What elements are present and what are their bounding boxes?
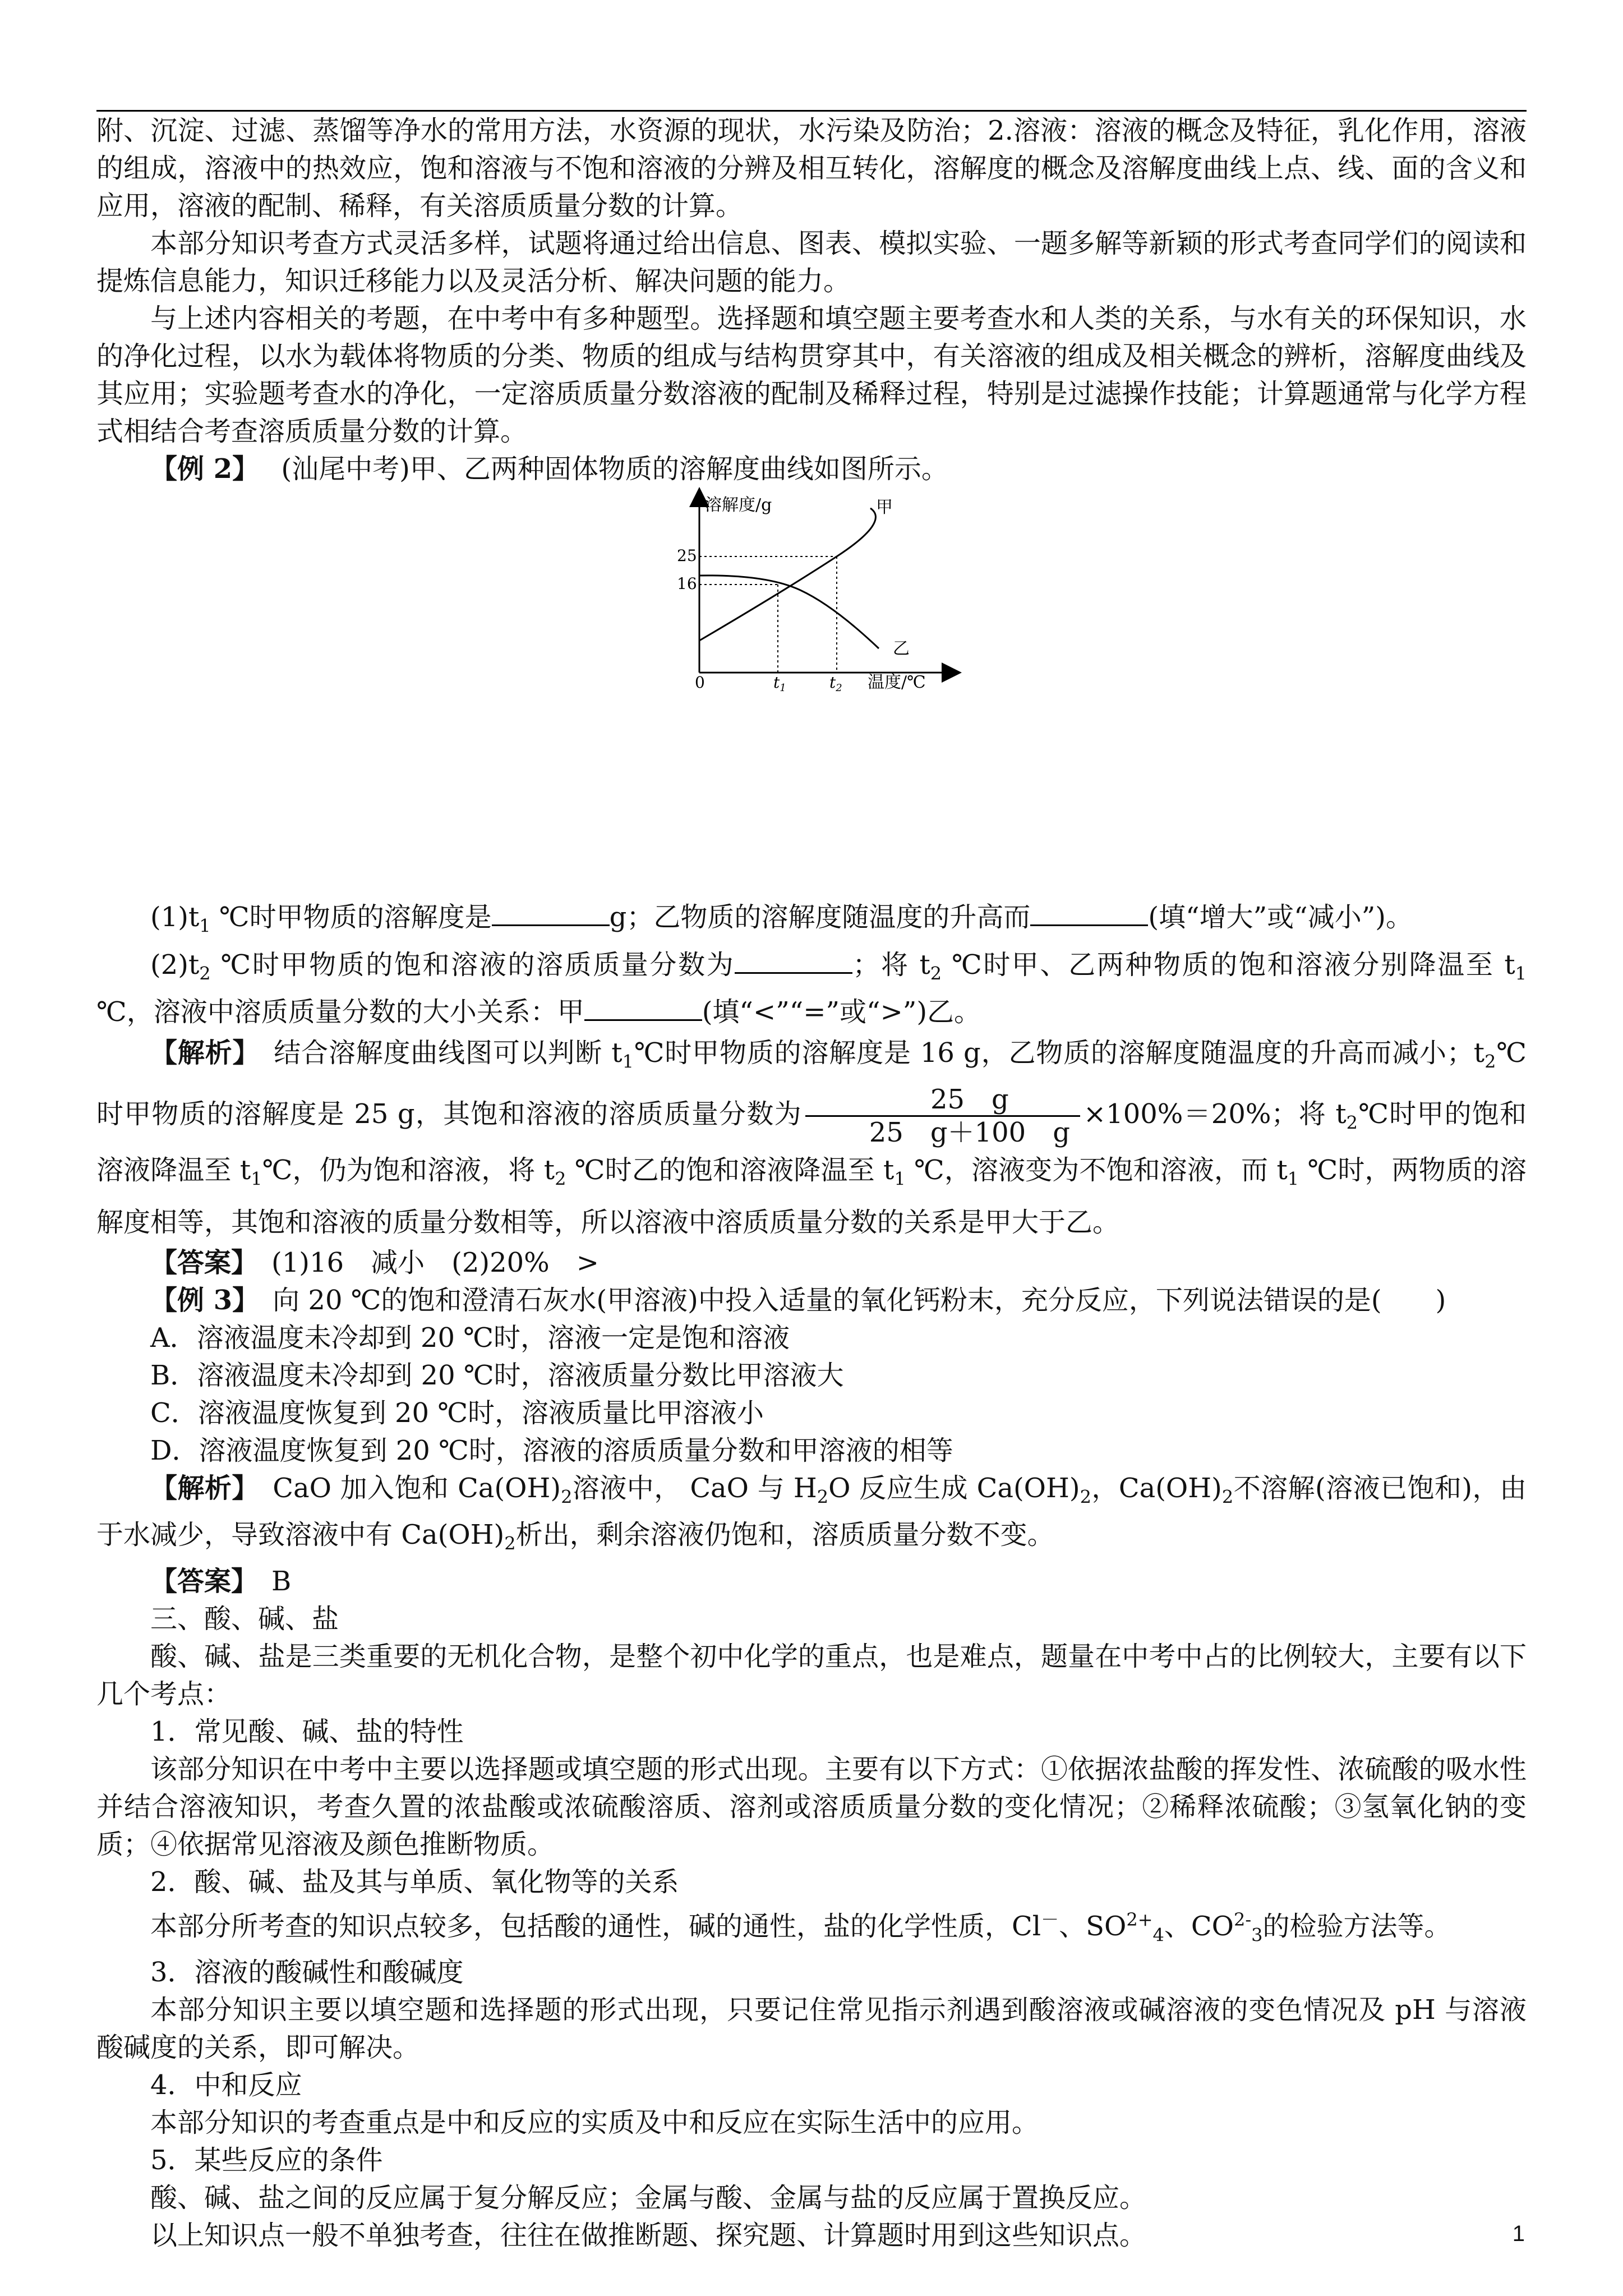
y-tick-label: 25 — [677, 546, 697, 565]
series-yi-curve — [699, 576, 879, 648]
example3-analysis: 【解析】 CaO 加入饱和 $Ca(OH)_2$溶液中， CaO 与 $H_2O$ 反应生成 $Ca(OH)_2$，$Ca(OH)_2$不溶解(溶液已饱和)，由于水减少，导致溶液中有 $Ca(OH)_2$析出，剩余溶液仍饱和，溶质质量分数不变。 — [96, 1473, 1527, 1554]
closing-note: 以上知识点一般不单独考查，往往在做推断题、探究题、计算题时用到这些知识点。 — [150, 2220, 1147, 2252]
topic-1-heading: 1．常见酸、碱、盐的特性 — [150, 1715, 464, 1747]
intro-paragraph-3: 与上述内容相关的考题，在中考中有多种题型。选择题和填空题主要考查水和人类的关系，与水有关的环保知识，水的净化过程，以水为载体将物质的分类、物质的组成与结构贯穿其中，有关溶液的组成及相关概念的辨析，溶解度曲线及其应用；实验题考查水的净化，一定溶质质量分数溶液的配制及稀释过程，特别是过滤操作技能；计算题通常与化学方程式相结合考查溶质质量分数的计算。 — [96, 303, 1527, 447]
topic-4-heading: 4．中和反应 — [150, 2069, 302, 2101]
example3-answer: 【答案】 B — [150, 1565, 292, 1597]
series-yi-label: 乙 — [893, 639, 910, 659]
y-axis-label: 溶解度/g — [705, 495, 772, 515]
topic-1-text: 该部分知识在中考中主要以选择题或填空题的形式出现。主要有以下方式：①依据浓盐酸的挥发性、浓硫酸的吸水性并结合溶液知识，考查久置的浓盐酸或浓硫酸溶质、溶剂或溶质质量分数的变化情况；②稀释浓硫酸；③氢氧化钠的变质；④依据常见溶液及颜色推断物质。 — [96, 1753, 1527, 1860]
option-d: D．溶液温度恢复到 20 ℃时，溶液的溶质质量分数和甲溶液的相等 — [150, 1435, 953, 1467]
section3-heading: 三、酸、碱、盐 — [150, 1603, 339, 1635]
example2-analysis: 【解析】 结合溶解度曲线图可以判断 $t_1℃$时甲物质的溶解度是 16 g，乙物质的溶解度随温度的升高而减小；$t_2℃$时甲物质的溶解度是 25 g，其饱和溶液的溶质质量分数为 $\frac{25 g}{25 g+100 g}$ ×100%＝20%；将 $t_2℃$时甲的饱和溶液降温至 $t_1℃$，仍为饱和溶液，将 $t_2$ ℃时乙的饱和溶液降温至 $t_1$ ℃，溶液变为不饱和溶液，而 $t_1$ ℃时，两物质的溶解度相等，其饱和溶液的质量分数相等，所以溶液中溶质质量分数的关系是甲大于乙。 — [96, 1037, 1527, 1239]
option-c: C．溶液温度恢复到 20 ℃时，溶液质量比甲溶液小 — [150, 1397, 764, 1429]
answer-blank[interactable] — [492, 898, 610, 926]
topic-2-text: 本部分所考查的知识点较多，包括酸的通性，碱的通性，盐的化学性质，Cl－、$SO^{2+}_4$、$CO^{2-}_3$的检验方法等。 — [150, 1908, 1451, 1946]
solubility-chart — [96, 490, 1527, 894]
intro-continued: 附、沉淀、过滤、蒸馏等净水的常用方法，水资源的现状，水污染及防治；2.溶液：溶液的概念及特征，乳化作用，溶液的组成，溶液中的热效应，饱和溶液与不饱和溶液的分辨及相互转化，溶解度的概念及溶解度曲线上点、线、面的含义和应用，溶液的配制、稀释，有关溶质质量分数的计算。 — [96, 115, 1527, 222]
answer-blank[interactable] — [1030, 898, 1148, 926]
example2-answer: 【答案】 (1)16 减小 (2)20% > — [150, 1247, 600, 1279]
solubility-chart-svg — [677, 490, 963, 694]
topic-2-heading: 2．酸、碱、盐及其与单质、氧化物等的关系 — [150, 1866, 679, 1898]
page-number: 1 — [1512, 2221, 1525, 2246]
topic-3-text: 本部分知识主要以填空题和选择题的形式出现，只要记住常见指示剂遇到酸溶液或碱溶液的变色情况及 pH 与溶液酸碱度的关系，即可解决。 — [96, 1994, 1527, 2064]
origin-label: 0 — [695, 673, 705, 692]
section3-intro: 酸、碱、盐是三类重要的无机化合物，是整个初中化学的重点，也是难点，题量在中考中占的比例较大，主要有以下几个考点： — [96, 1640, 1527, 1710]
topic-3-heading: 3．溶液的酸碱性和酸碱度 — [150, 1957, 464, 1989]
x-tick-label: $t_1$ — [773, 673, 786, 694]
example2-stem-text: (汕尾中考)甲、乙两种固体物质的溶解度曲线如图所示。 — [281, 453, 948, 485]
header-rule — [96, 110, 1527, 112]
example3-stem: 【例 3】 向 20 ℃的饱和澄清石灰水(甲溶液)中投入适量的氧化钙粉末，充分反应，下列说法错误的是( ) — [150, 1285, 1446, 1317]
example2-stem — [96, 450, 1527, 488]
example2-question-1: $(1)t_1$ ℃时甲物质的溶解度是 g；乙物质的溶解度随温度的升高而 (填“增大”或“减小”)。 — [96, 898, 1527, 945]
x-tick-label: $t_2$ — [829, 673, 842, 694]
topic-5-heading: 5．某些反应的条件 — [150, 2145, 383, 2177]
answer-blank[interactable] — [735, 945, 852, 974]
topic-4-text: 本部分知识的考查重点是中和反应的实质及中和反应在实际生活中的应用。 — [150, 2107, 1039, 2139]
intro-paragraph-2: 本部分知识考查方式灵活多样，试题将通过给出信息、图表、模拟实验、一题多解等新颖的形式考查同学们的阅读和提炼信息能力，知识迁移能力以及灵活分析、解决问题的能力。 — [96, 228, 1527, 297]
series-jia-label: 甲 — [876, 498, 893, 517]
example2-question-2: $(2)t_2$ ℃时甲物质的饱和溶液的溶质质量分数为 ；将 $t_2$ ℃时甲、乙两种物质的饱和溶液分别降温至 $t_1$ ℃，溶液中溶质质量分数的大小关系：甲 (填“<”“=”或“>”)乙。 — [96, 945, 1527, 1032]
x-axis-label: 温度/℃ — [868, 673, 926, 692]
y-tick-label: 16 — [677, 574, 697, 593]
answer-blank[interactable] — [584, 992, 702, 1021]
series-jia-curve — [699, 508, 875, 641]
page-content — [96, 112, 1527, 2254]
option-b: B．溶液温度未冷却到 20 ℃时，溶液质量分数比甲溶液大 — [150, 1360, 844, 1392]
topic-5-text: 酸、碱、盐之间的反应属于复分解反应；金属与酸、金属与盐的反应属于置换反应。 — [150, 2182, 1147, 2214]
fraction: $\frac{25 g}{25 g+100 g}$ — [805, 1084, 1080, 1148]
example2-label: 【例 2】 — [150, 453, 246, 485]
option-a: A．溶液温度未冷却到 20 ℃时，溶液一定是饱和溶液 — [150, 1322, 790, 1354]
